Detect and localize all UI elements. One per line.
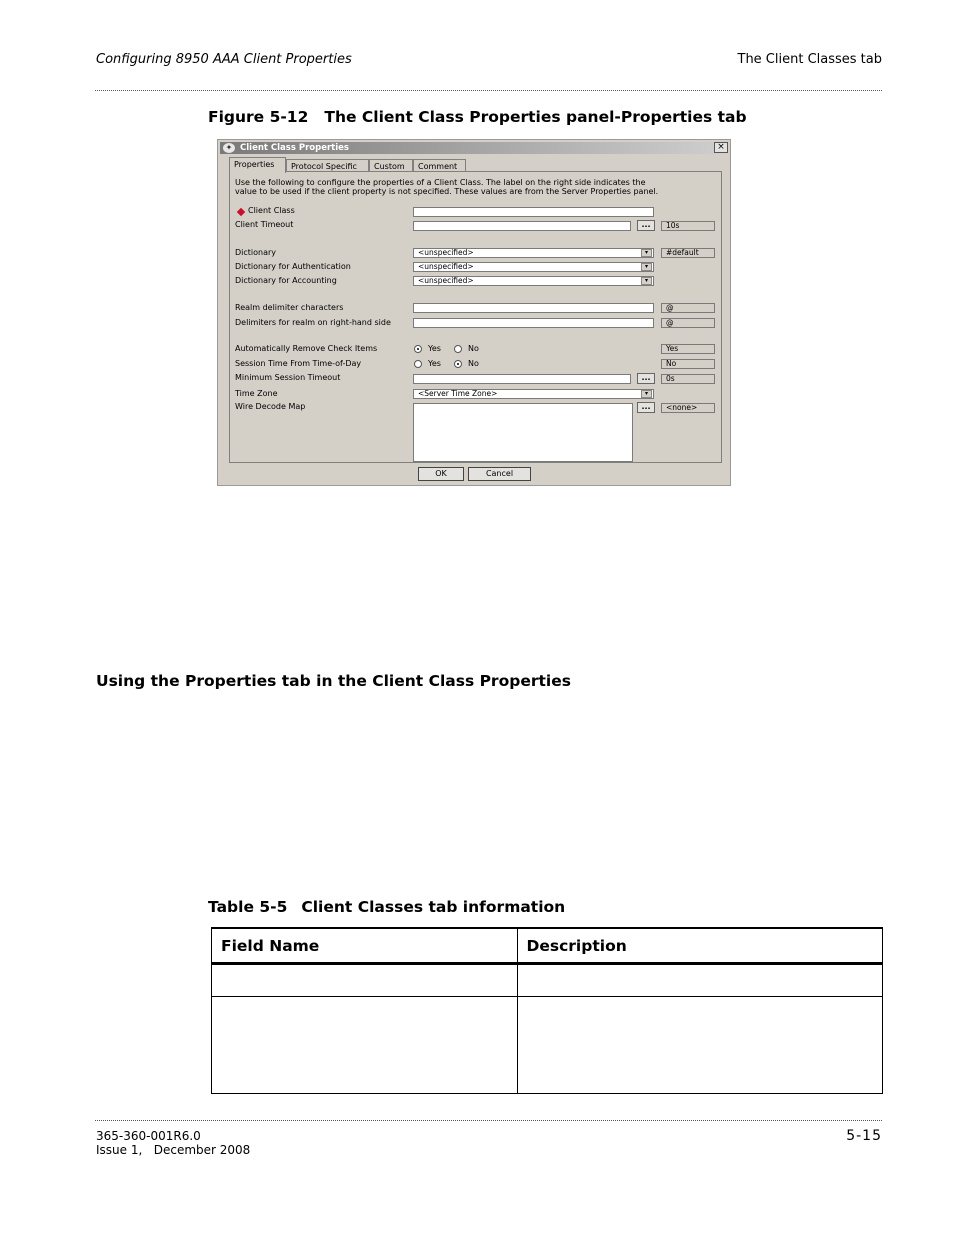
dictionary-acct-select[interactable] bbox=[413, 276, 654, 286]
chevron-down-icon[interactable]: ▾ bbox=[641, 263, 652, 271]
column-header-description: Description bbox=[517, 928, 883, 964]
auto-remove-no-label: No bbox=[468, 344, 479, 353]
auto-remove-label: Automatically Remove Check Items bbox=[235, 344, 378, 353]
page-number: 5-15 bbox=[846, 1128, 882, 1144]
properties-panel bbox=[229, 171, 722, 463]
running-header-section: The Client Classes tab bbox=[737, 52, 882, 67]
chevron-down-icon[interactable]: ▾ bbox=[641, 249, 652, 257]
client-class-input[interactable] bbox=[413, 207, 654, 217]
dictionary-select[interactable] bbox=[413, 248, 654, 258]
min-session-input[interactable] bbox=[413, 374, 631, 384]
client-timeout-default: 10s bbox=[661, 221, 715, 231]
dictionary-label: Dictionary bbox=[235, 248, 277, 257]
table-row bbox=[212, 997, 883, 1094]
min-session-label: Minimum Session Timeout bbox=[235, 373, 341, 382]
header-rule bbox=[95, 90, 882, 91]
tab-protocol-specific[interactable]: Protocol Specific bbox=[286, 159, 369, 172]
wire-decode-label: Wire Decode Map bbox=[235, 402, 306, 411]
auto-remove-yes-radio[interactable] bbox=[414, 345, 422, 353]
dictionary-auth-label: Dictionary for Authentication bbox=[235, 262, 351, 271]
min-session-browse-button[interactable]: ... bbox=[637, 373, 655, 384]
close-icon[interactable]: × bbox=[714, 142, 728, 153]
client-timeout-browse-button[interactable]: ... bbox=[637, 220, 655, 231]
realm-delimiter-default: @ bbox=[661, 303, 715, 313]
table-title: Client Classes tab information bbox=[301, 898, 566, 916]
dialog-title: Client Class Properties bbox=[240, 143, 349, 153]
client-timeout-label: Client Timeout bbox=[235, 220, 294, 229]
figure-caption bbox=[208, 108, 747, 126]
footer-doc-info bbox=[96, 1129, 250, 1157]
cancel-button[interactable]: Cancel bbox=[468, 467, 531, 481]
wire-decode-default: <none> bbox=[661, 403, 715, 413]
dictionary-default: #default bbox=[661, 248, 715, 258]
dialog-title-bar bbox=[220, 142, 728, 154]
dictionary-auth-select[interactable] bbox=[413, 262, 654, 272]
required-marker-icon bbox=[237, 208, 245, 216]
chevron-down-icon[interactable]: ▾ bbox=[641, 390, 652, 398]
section-heading: Using the Properties tab in the Client Class Properties bbox=[96, 672, 571, 690]
session-tod-label: Session Time From Time-of-Day bbox=[235, 359, 362, 368]
dictionary-acct-label: Dictionary for Accounting bbox=[235, 276, 337, 285]
wire-decode-browse-button[interactable]: ... bbox=[637, 402, 655, 413]
table-row bbox=[212, 964, 883, 997]
tab-comment[interactable]: Comment bbox=[413, 159, 466, 172]
table-caption bbox=[208, 898, 565, 916]
realm-right-input[interactable] bbox=[413, 318, 654, 328]
session-tod-no-label: No bbox=[468, 359, 479, 368]
realm-right-default: @ bbox=[661, 318, 715, 328]
time-zone-select[interactable] bbox=[413, 389, 654, 399]
tab-custom[interactable]: Custom bbox=[369, 159, 413, 172]
client-timeout-input[interactable] bbox=[413, 221, 631, 231]
realm-right-label: Delimiters for realm on right-hand side bbox=[235, 318, 391, 327]
table-header-row bbox=[212, 928, 883, 964]
auto-remove-no-radio[interactable] bbox=[454, 345, 462, 353]
time-zone-label: Time Zone bbox=[235, 389, 278, 398]
wire-decode-textarea[interactable] bbox=[413, 403, 633, 462]
running-header-chapter: Configuring 8950 AAA Client Properties bbox=[96, 52, 352, 67]
auto-remove-yes-label: Yes bbox=[428, 344, 441, 353]
app-logo-icon: ✦ bbox=[223, 143, 235, 153]
auto-remove-default: Yes bbox=[661, 344, 715, 354]
table-cell bbox=[212, 997, 518, 1094]
session-tod-yes-label: Yes bbox=[428, 359, 441, 368]
dictionary-auth-select-value: <unspecified> bbox=[418, 262, 474, 271]
realm-delimiter-input[interactable] bbox=[413, 303, 654, 313]
figure-title: The Client Class Properties panel-Properties tab bbox=[324, 108, 747, 126]
footer-rule bbox=[95, 1120, 882, 1121]
chevron-down-icon[interactable]: ▾ bbox=[641, 277, 652, 285]
client-class-properties-dialog bbox=[217, 139, 731, 486]
intro-line-2: value to be used if the client property is not specified. These values are from the Server Properties panel. bbox=[235, 187, 659, 196]
table-cell bbox=[517, 964, 883, 997]
ok-button[interactable]: OK bbox=[418, 467, 464, 481]
column-header-field-name: Field Name bbox=[212, 928, 518, 964]
min-session-default: 0s bbox=[661, 374, 715, 384]
session-tod-default: No bbox=[661, 359, 715, 369]
session-tod-yes-radio[interactable] bbox=[414, 360, 422, 368]
figure-number: Figure 5-12 bbox=[208, 108, 309, 126]
client-class-label: Client Class bbox=[248, 206, 295, 215]
table-cell bbox=[212, 964, 518, 997]
dictionary-select-value: <unspecified> bbox=[418, 248, 474, 257]
session-tod-no-radio[interactable] bbox=[454, 360, 462, 368]
intro-line-1: Use the following to configure the properties of a Client Class. The label on the right side indicates the bbox=[235, 178, 646, 187]
table-number: Table 5-5 bbox=[208, 898, 288, 916]
issue-date: Issue 1, December 2008 bbox=[96, 1143, 251, 1157]
doc-number: 365-360-001R6.0 bbox=[96, 1129, 201, 1143]
table-cell bbox=[517, 997, 883, 1094]
realm-delimiter-label: Realm delimiter characters bbox=[235, 303, 344, 312]
tab-properties[interactable]: Properties bbox=[229, 157, 286, 173]
time-zone-select-value: <Server Time Zone> bbox=[418, 389, 498, 398]
dictionary-acct-select-value: <unspecified> bbox=[418, 276, 474, 285]
client-classes-table bbox=[211, 927, 883, 1094]
